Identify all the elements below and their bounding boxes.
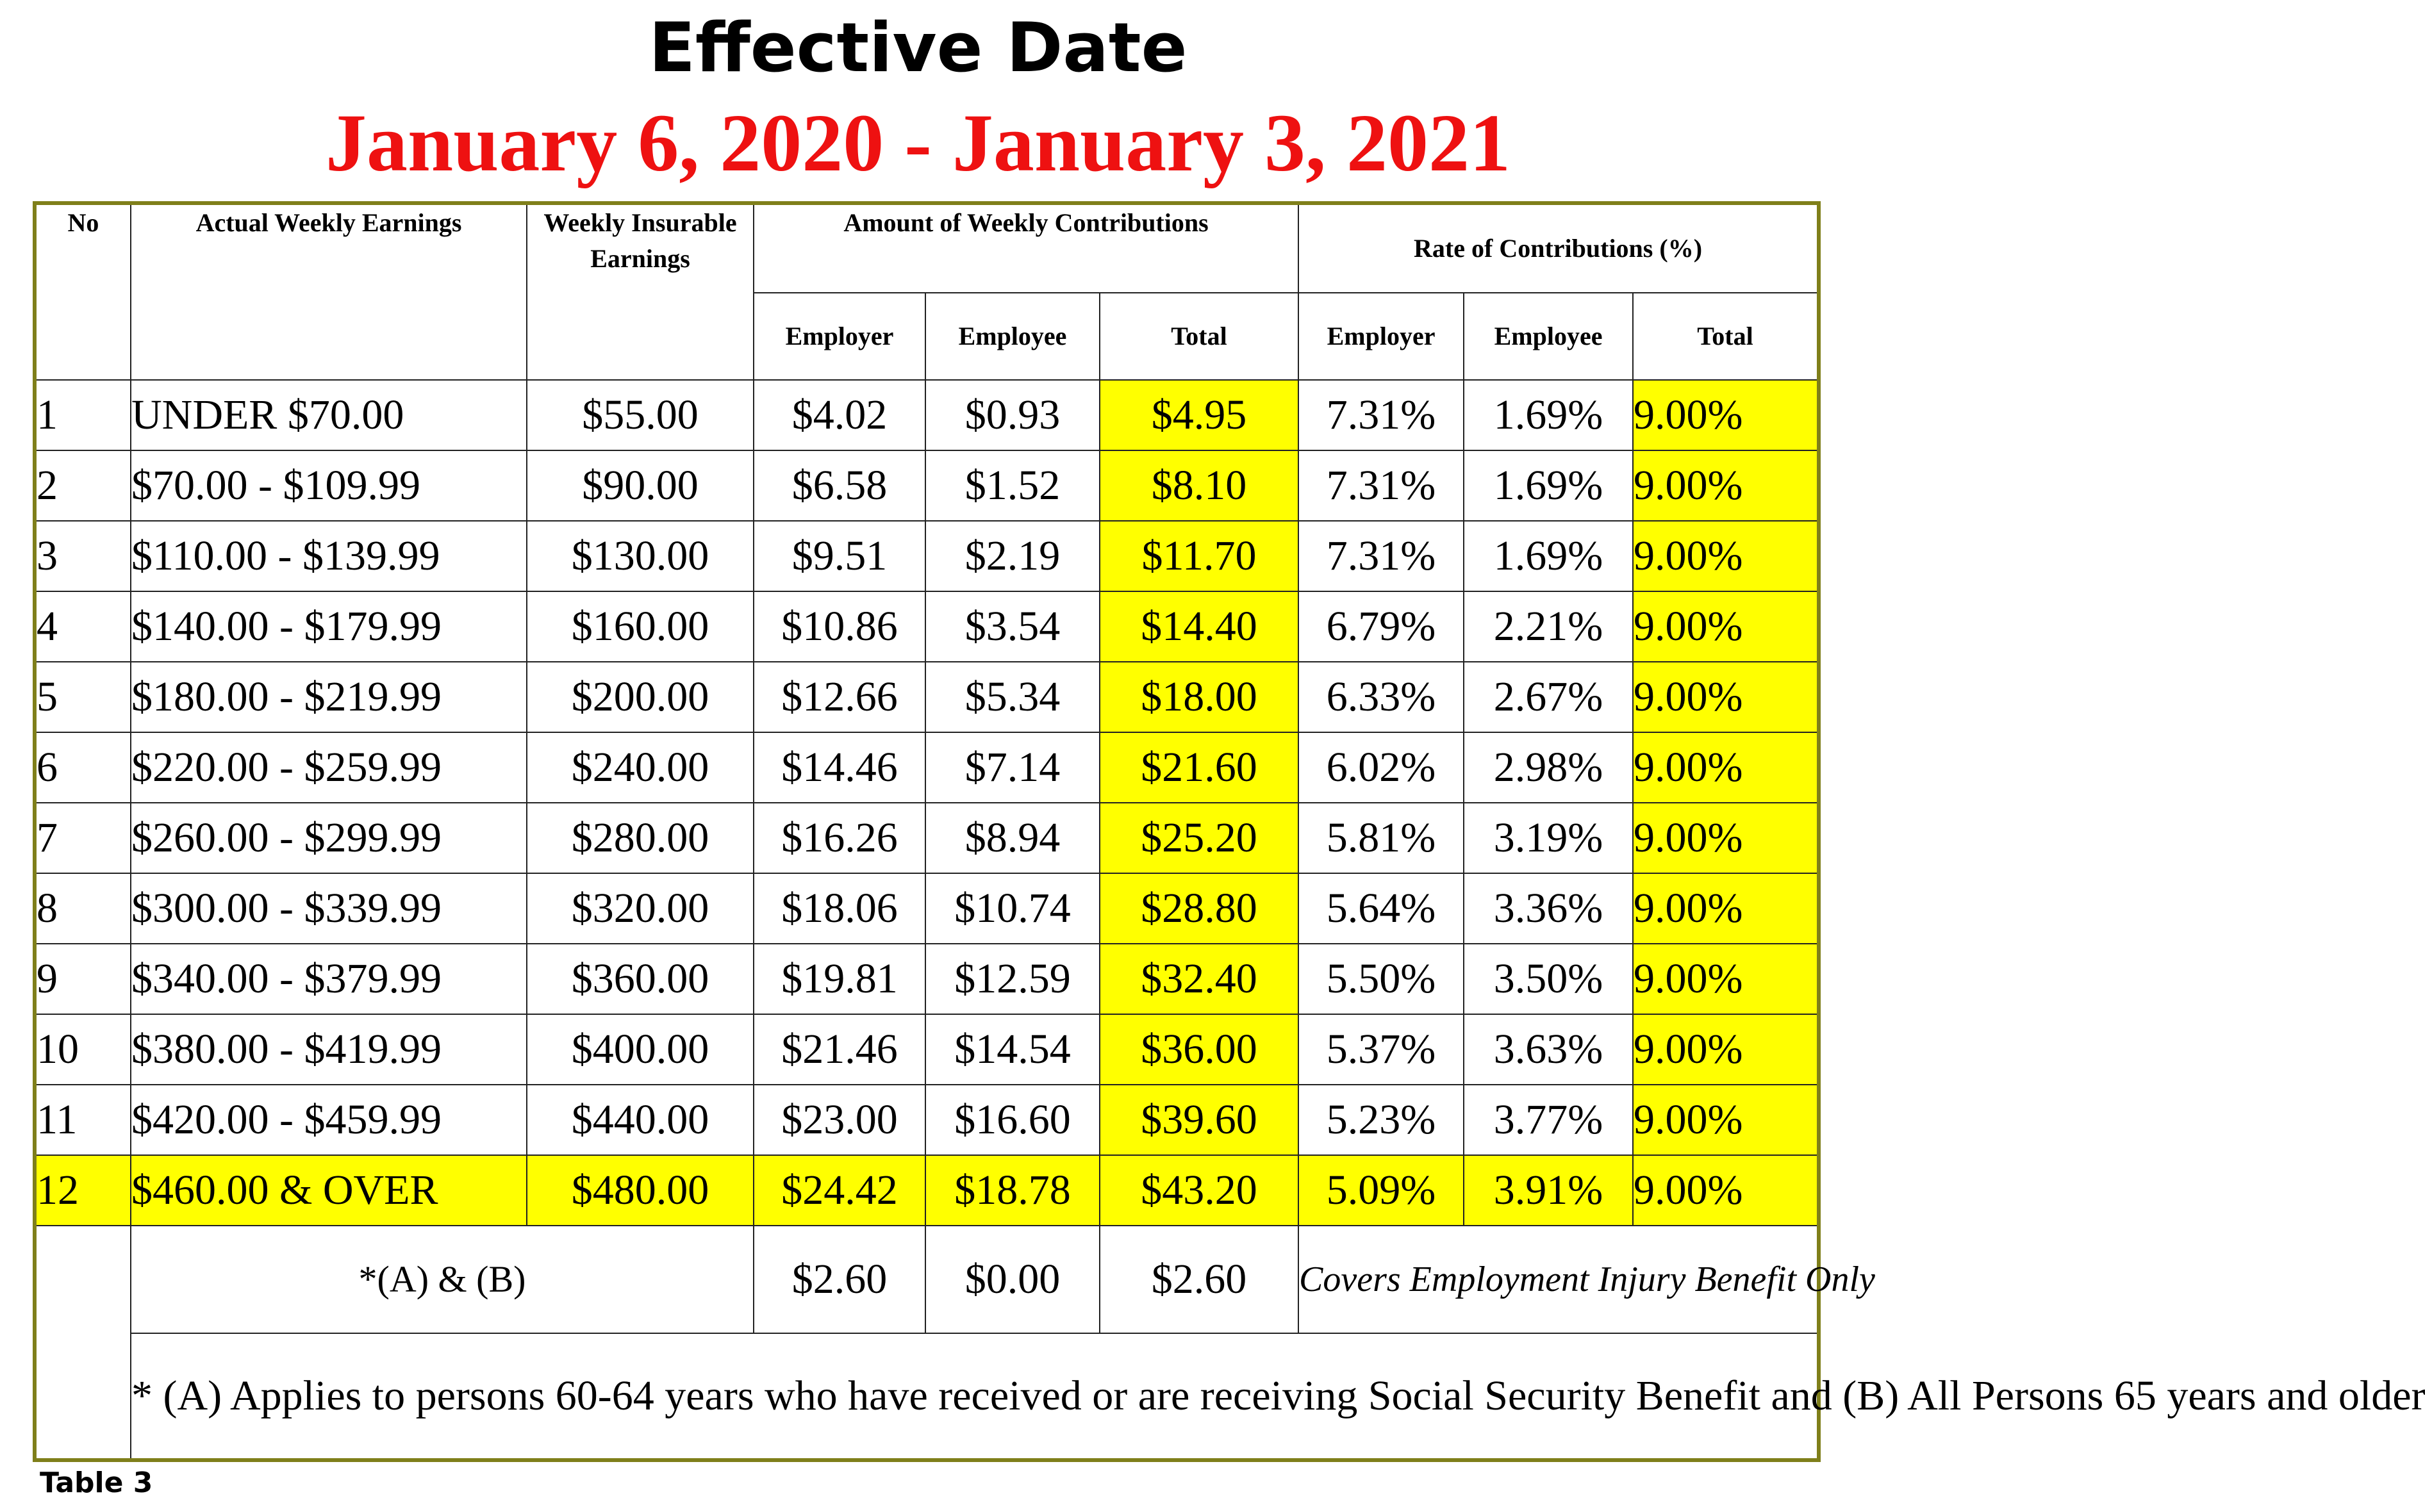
row-amount-employer: $4.02 xyxy=(754,380,925,450)
row-rate-employee: 2.67% xyxy=(1464,662,1633,732)
row-rate-employer: 5.09% xyxy=(1298,1155,1464,1226)
row-rate-employee: 3.36% xyxy=(1464,873,1633,944)
row-insurable: $480.00 xyxy=(527,1155,754,1226)
table-row xyxy=(35,944,1819,1014)
effective-date-range: January 6, 2020 - January 3, 2021 xyxy=(326,97,1510,188)
row-amount-total: $32.40 xyxy=(1100,944,1298,1014)
row-earnings: $70.00 - $109.99 xyxy=(131,450,527,521)
row-rate-employer: 7.31% xyxy=(1298,521,1464,591)
row-no: 1 xyxy=(35,380,131,450)
row-no: 3 xyxy=(35,521,131,591)
row-earnings: $460.00 & OVER xyxy=(131,1155,527,1226)
row-rate-employee: 1.69% xyxy=(1464,521,1633,591)
table-row xyxy=(35,450,1819,521)
header-rate-of-contributions: Rate of Contributions (%) xyxy=(1298,203,1819,293)
table-row xyxy=(35,521,1819,591)
row-amount-employer: $14.46 xyxy=(754,732,925,803)
row-insurable: $90.00 xyxy=(527,450,754,521)
row-earnings: $380.00 - $419.99 xyxy=(131,1014,527,1085)
row-rate-total: 9.00% xyxy=(1633,1085,1819,1155)
row-no: 8 xyxy=(35,873,131,944)
row-amount-employee: $18.78 xyxy=(925,1155,1100,1226)
row-earnings: $110.00 - $139.99 xyxy=(131,521,527,591)
row-no: 12 xyxy=(35,1155,131,1226)
row-rate-employer: 5.37% xyxy=(1298,1014,1464,1085)
row-rate-employee: 2.21% xyxy=(1464,591,1633,662)
row-amount-total: $28.80 xyxy=(1100,873,1298,944)
table-row xyxy=(35,873,1819,944)
row-rate-employee: 3.77% xyxy=(1464,1085,1633,1155)
row-amount-employer: $21.46 xyxy=(754,1014,925,1085)
row-rate-employee: 3.91% xyxy=(1464,1155,1633,1226)
special-amount-employer: $2.60 xyxy=(754,1226,925,1333)
row-rate-total: 9.00% xyxy=(1633,450,1819,521)
table-row xyxy=(35,591,1819,662)
row-amount-employer: $19.81 xyxy=(754,944,925,1014)
row-insurable: $320.00 xyxy=(527,873,754,944)
special-amount-employee: $0.00 xyxy=(925,1226,1100,1333)
row-insurable: $400.00 xyxy=(527,1014,754,1085)
row-insurable: $440.00 xyxy=(527,1085,754,1155)
row-rate-employer: 5.81% xyxy=(1298,803,1464,873)
page-title: Effective Date xyxy=(649,8,1188,87)
row-amount-total: $18.00 xyxy=(1100,662,1298,732)
row-amount-total: $36.00 xyxy=(1100,1014,1298,1085)
row-earnings: UNDER $70.00 xyxy=(131,380,527,450)
header-rate-total: Total xyxy=(1633,293,1819,380)
row-insurable: $360.00 xyxy=(527,944,754,1014)
row-earnings: $220.00 - $259.99 xyxy=(131,732,527,803)
row-rate-total: 9.00% xyxy=(1633,662,1819,732)
row-no: 5 xyxy=(35,662,131,732)
row-amount-total: $4.95 xyxy=(1100,380,1298,450)
row-earnings: $300.00 - $339.99 xyxy=(131,873,527,944)
row-amount-employee: $10.74 xyxy=(925,873,1100,944)
row-insurable: $280.00 xyxy=(527,803,754,873)
table-row xyxy=(35,1085,1819,1155)
table-row xyxy=(35,803,1819,873)
row-insurable: $55.00 xyxy=(527,380,754,450)
row-amount-employer: $9.51 xyxy=(754,521,925,591)
row-rate-employee: 3.63% xyxy=(1464,1014,1633,1085)
row-rate-total: 9.00% xyxy=(1633,380,1819,450)
table-row-highlighted xyxy=(35,1155,1819,1226)
row-rate-total: 9.00% xyxy=(1633,521,1819,591)
table-row xyxy=(35,1014,1819,1085)
row-earnings: $260.00 - $299.99 xyxy=(131,803,527,873)
row-no: 11 xyxy=(35,1085,131,1155)
row-amount-employee: $2.19 xyxy=(925,521,1100,591)
row-rate-employee: 2.98% xyxy=(1464,732,1633,803)
row-amount-total: $39.60 xyxy=(1100,1085,1298,1155)
row-rate-employer: 6.02% xyxy=(1298,732,1464,803)
row-rate-employer: 5.50% xyxy=(1298,944,1464,1014)
table-row xyxy=(35,380,1819,450)
row-rate-employee: 3.50% xyxy=(1464,944,1633,1014)
row-earnings: $340.00 - $379.99 xyxy=(131,944,527,1014)
row-amount-employee: $0.93 xyxy=(925,380,1100,450)
row-no: 6 xyxy=(35,732,131,803)
row-rate-total: 9.00% xyxy=(1633,944,1819,1014)
header-actual-weekly-earnings: Actual Weekly Earnings xyxy=(131,203,527,380)
row-insurable: $240.00 xyxy=(527,732,754,803)
row-amount-employee: $12.59 xyxy=(925,944,1100,1014)
row-amount-employee: $14.54 xyxy=(925,1014,1100,1085)
row-rate-total: 9.00% xyxy=(1633,873,1819,944)
header-weekly-insurable-earnings: Weekly Insurable Earnings xyxy=(527,203,754,380)
footnote-row xyxy=(35,1333,1819,1460)
header-amount-of-weekly-contributions: Amount of Weekly Contributions xyxy=(754,203,1298,293)
row-rate-total: 9.00% xyxy=(1633,591,1819,662)
contribution-rates-table xyxy=(33,201,2425,1462)
row-rate-employer: 7.31% xyxy=(1298,380,1464,450)
header-rate-employer: Employer xyxy=(1298,293,1464,380)
row-earnings: $180.00 - $219.99 xyxy=(131,662,527,732)
row-no: 10 xyxy=(35,1014,131,1085)
row-amount-employee: $3.54 xyxy=(925,591,1100,662)
row-amount-total: $21.60 xyxy=(1100,732,1298,803)
header-amount-total: Total xyxy=(1100,293,1298,380)
header-no: No xyxy=(35,203,131,380)
row-no: 7 xyxy=(35,803,131,873)
row-amount-employer: $10.86 xyxy=(754,591,925,662)
table-row xyxy=(35,732,1819,803)
row-amount-employer: $23.00 xyxy=(754,1085,925,1155)
row-rate-total: 9.00% xyxy=(1633,732,1819,803)
row-no: 4 xyxy=(35,591,131,662)
row-rate-employee: 3.19% xyxy=(1464,803,1633,873)
row-amount-employee: $8.94 xyxy=(925,803,1100,873)
row-insurable: $160.00 xyxy=(527,591,754,662)
row-amount-employer: $16.26 xyxy=(754,803,925,873)
table-row xyxy=(35,662,1819,732)
special-amount-total: $2.60 xyxy=(1100,1226,1298,1333)
row-rate-total: 9.00% xyxy=(1633,1014,1819,1085)
row-amount-total: $11.70 xyxy=(1100,521,1298,591)
footnote: * (A) Applies to persons 60-64 years who have received or are receiving Social Security Benefit and (B) All Persons 65 years and older xyxy=(131,1333,1819,1460)
row-amount-employee: $1.52 xyxy=(925,450,1100,521)
special-row xyxy=(35,1226,1819,1333)
row-rate-total: 9.00% xyxy=(1633,1155,1819,1226)
row-amount-employer: $6.58 xyxy=(754,450,925,521)
row-earnings: $140.00 - $179.99 xyxy=(131,591,527,662)
row-amount-employee: $7.14 xyxy=(925,732,1100,803)
row-insurable: $130.00 xyxy=(527,521,754,591)
row-rate-total: 9.00% xyxy=(1633,803,1819,873)
row-insurable: $200.00 xyxy=(527,662,754,732)
row-earnings: $420.00 - $459.99 xyxy=(131,1085,527,1155)
row-rate-employer: 6.33% xyxy=(1298,662,1464,732)
row-rate-employer: 6.79% xyxy=(1298,591,1464,662)
special-row-label: *(A) & (B) xyxy=(131,1226,754,1333)
row-amount-employer: $12.66 xyxy=(754,662,925,732)
row-amount-total: $8.10 xyxy=(1100,450,1298,521)
row-no: 2 xyxy=(35,450,131,521)
header-amount-employee: Employee xyxy=(925,293,1100,380)
row-rate-employer: 5.64% xyxy=(1298,873,1464,944)
row-rate-employee: 1.69% xyxy=(1464,450,1633,521)
row-amount-employer: $24.42 xyxy=(754,1155,925,1226)
header-rate-employee: Employee xyxy=(1464,293,1633,380)
empty-cell xyxy=(35,1226,131,1460)
special-row-note: Covers Employment Injury Benefit Only xyxy=(1298,1226,1819,1333)
table-label: Table 3 xyxy=(40,1467,153,1499)
row-amount-total: $43.20 xyxy=(1100,1155,1298,1226)
row-rate-employee: 1.69% xyxy=(1464,380,1633,450)
row-no: 9 xyxy=(35,944,131,1014)
header-amount-employer: Employer xyxy=(754,293,925,380)
row-amount-total: $14.40 xyxy=(1100,591,1298,662)
row-rate-employer: 5.23% xyxy=(1298,1085,1464,1155)
row-rate-employer: 7.31% xyxy=(1298,450,1464,521)
row-amount-employer: $18.06 xyxy=(754,873,925,944)
row-amount-employee: $5.34 xyxy=(925,662,1100,732)
row-amount-employee: $16.60 xyxy=(925,1085,1100,1155)
row-amount-total: $25.20 xyxy=(1100,803,1298,873)
